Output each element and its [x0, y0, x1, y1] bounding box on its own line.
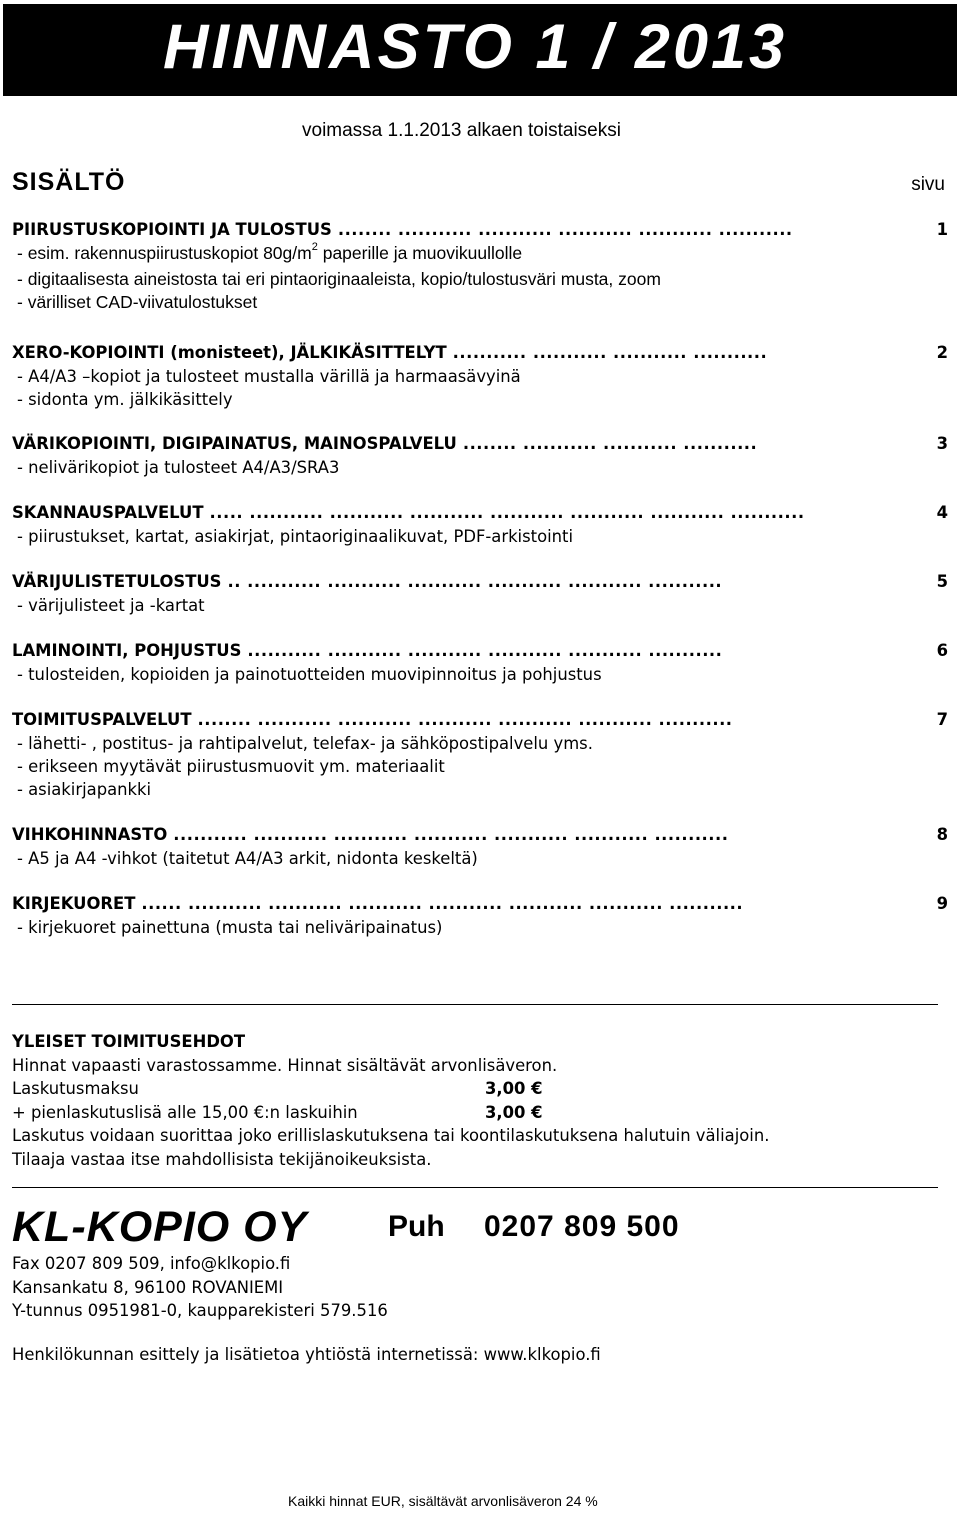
toc-entry — [12, 572, 948, 617]
business-id: Y-tunnus 0951981-0, kaupparekisteri 579.516 — [12, 1301, 388, 1320]
fee-row — [12, 1079, 942, 1103]
title-banner — [3, 4, 957, 96]
toc-entry — [12, 503, 948, 548]
toc-entry-description — [12, 365, 948, 411]
toc-entry-title: VÄRIJULISTETULOSTUS — [12, 572, 222, 591]
dot-leader: .. ........... ........... ........... ........... ........... ........... — [227, 572, 723, 591]
dot-leader: ........ ........... ........... ........... ........... ........... — [337, 220, 793, 239]
toc-entry-header — [12, 503, 948, 525]
toc-page-number: 4 — [936, 503, 948, 522]
toc-entry-header — [12, 343, 948, 365]
description-text: - esim. rakennuspiirustuskopiot 80g/m — [17, 243, 312, 263]
superscript: 2 — [311, 241, 318, 253]
toc-entry-title: XERO-KOPIOINTI (monisteet), JÄLKIKÄSITTELYT — [12, 343, 447, 362]
toc-entry-title: TOIMITUSPALVELUT — [12, 710, 192, 729]
toc-entry-title: LAMINOINTI, POHJUSTUS — [12, 641, 242, 660]
description-line: - asiakirjapankki — [17, 780, 152, 799]
toc-entry-description — [12, 916, 948, 939]
toc-entry-header — [12, 434, 948, 456]
toc-entry-description — [12, 525, 948, 548]
dot-leader: ..... ........... ........... ........... ........... ........... ........... ........... — [209, 503, 805, 522]
toc-entry — [12, 434, 948, 479]
dot-leader: ........... ........... ........... ........... ........... ........... — [247, 641, 723, 660]
terms-line: Tilaaja vastaa itse mahdollisista tekijänoikeuksista. — [12, 1149, 432, 1169]
contents-heading: SISÄLTÖ — [12, 168, 126, 196]
description-line: - A5 ja A4 -vihkot (taitetut A4/A3 arkit, nidonta keskeltä) — [17, 849, 478, 868]
footer-note: Kaikki hinnat EUR, sisältävät arvonlisäveron 24 % — [288, 1493, 598, 1509]
toc-page-number: 3 — [936, 434, 948, 453]
phone-number: 0207 809 500 — [484, 1210, 680, 1243]
description-line: - värilliset CAD-viivatulostukset — [17, 292, 258, 312]
section-divider — [12, 1187, 938, 1188]
website-note: Henkilökunnan esittely ja lisätietoa yhtiöstä internetissä: www.klkopio.fi — [12, 1345, 601, 1364]
description-line: - kirjekuoret painettuna (musta tai neliväripainatus) — [17, 918, 443, 937]
toc-entry-description — [12, 847, 948, 870]
dot-leader: ........... ........... ........... ........... — [452, 343, 768, 362]
company-name: KL-KOPIO OY — [12, 1203, 308, 1251]
toc-page-number: 7 — [936, 710, 948, 729]
validity-note: voimassa 1.1.2013 alkaen toistaiseksi — [302, 120, 621, 141]
toc-entry — [12, 343, 948, 411]
description-line: - piirustukset, kartat, asiakirjat, pintaoriginaalikuvat, PDF-arkistointi — [17, 527, 574, 546]
terms-line: Hinnat vapaasti varastossamme. Hinnat sisältävät arvonlisäveron. — [12, 1055, 558, 1075]
description-line — [17, 242, 948, 268]
fee-value: 3,00 € — [485, 1102, 543, 1122]
toc-page-number: 2 — [936, 343, 948, 362]
toc-entry-header — [12, 220, 948, 242]
dot-leader: ...... ........... ........... ........... ........... ........... ........... ........... — [141, 894, 744, 913]
toc-entry-title: VÄRIKOPIOINTI, DIGIPAINATUS, MAINOSPALVELU — [12, 434, 457, 453]
page-title: HINNASTO 1 / 2013 — [163, 12, 788, 82]
description-line: - erikseen myytävät piirustusmuovit ym. materiaalit — [17, 757, 445, 776]
fax-email: Fax 0207 809 509, info@klkopio.fi — [12, 1254, 291, 1273]
page-column-label: sivu — [911, 174, 945, 195]
contact-details — [12, 1254, 388, 1325]
toc-entry-title: KIRJEKUORET — [12, 894, 136, 913]
terms-heading: YLEISET TOIMITUSEHDOT — [12, 1032, 246, 1051]
toc-entry-title: PIIRUSTUSKOPIOINTI JA TULOSTUS — [12, 220, 332, 239]
toc-entry-title: SKANNAUSPALVELUT — [12, 503, 204, 522]
description-line: - sidonta ym. jälkikäsittely — [17, 390, 233, 409]
toc-entry-header — [12, 825, 948, 847]
toc-entry-header — [12, 641, 948, 663]
toc-page-number: 1 — [936, 220, 948, 239]
section-divider — [12, 1004, 938, 1005]
description-line: - A4/A3 –kopiot ja tulosteet mustalla värillä ja harmaasävyinä — [17, 367, 521, 386]
description-line: - nelivärikopiot ja tulosteet A4/A3/SRA3 — [17, 458, 340, 477]
dot-leader: ........ ........... ........... ........... ........... ........... ........... — [197, 710, 733, 729]
description-line: - tulosteiden, kopioiden ja painotuotteiden muovipinnoitus ja pohjustus — [17, 665, 602, 684]
toc-entry-description — [12, 663, 948, 686]
fee-label: + pienlaskutuslisä alle 15,00 €:n laskuihin — [12, 1102, 358, 1122]
terms-line: Laskutus voidaan suorittaa joko erillislaskutuksena tai koontilaskutuksena halutuin väliajoin. — [12, 1126, 770, 1145]
toc-entry-description — [12, 456, 948, 479]
toc-page-number: 6 — [936, 641, 948, 660]
dot-leader: ........ ........... ........... ........... — [462, 434, 758, 453]
fee-label: Laskutusmaksu — [12, 1079, 139, 1098]
general-terms — [12, 1032, 942, 1173]
phone-label: Puh — [388, 1210, 445, 1243]
description-text: paperille ja muovikuullolle — [317, 243, 523, 263]
toc-entry-header — [12, 894, 948, 916]
toc-entry-header — [12, 572, 948, 594]
toc-entry-header — [12, 710, 948, 732]
toc-page-number: 5 — [936, 572, 948, 591]
toc-entry — [12, 825, 948, 870]
fee-value: 3,00 € — [485, 1079, 543, 1098]
description-line: - värijulisteet ja -kartat — [17, 596, 205, 615]
description-line: - lähetti- , postitus- ja rahtipalvelut, telefax- ja sähköpostipalvelu yms. — [17, 734, 593, 753]
toc-entry-description — [12, 594, 948, 617]
description-line: - digitaalisesta aineistosta tai eri pintaoriginaaleista, kopio/tulostusväri musta, zoom — [17, 269, 661, 289]
toc-entry-description — [12, 242, 948, 314]
address: Kansankatu 8, 96100 ROVANIEMI — [12, 1277, 284, 1297]
toc-page-number: 8 — [936, 825, 948, 844]
dot-leader: ........... ........... ........... ........... ........... ........... ........... — [173, 825, 729, 844]
fee-row — [12, 1103, 942, 1127]
toc-page-number: 9 — [936, 894, 948, 913]
toc-entry-description — [12, 732, 948, 801]
toc-entry-title: VIHKOHINNASTO — [12, 825, 168, 844]
toc-entry — [12, 220, 948, 314]
toc-entry — [12, 641, 948, 686]
toc-entry — [12, 894, 948, 939]
toc-entry — [12, 710, 948, 801]
